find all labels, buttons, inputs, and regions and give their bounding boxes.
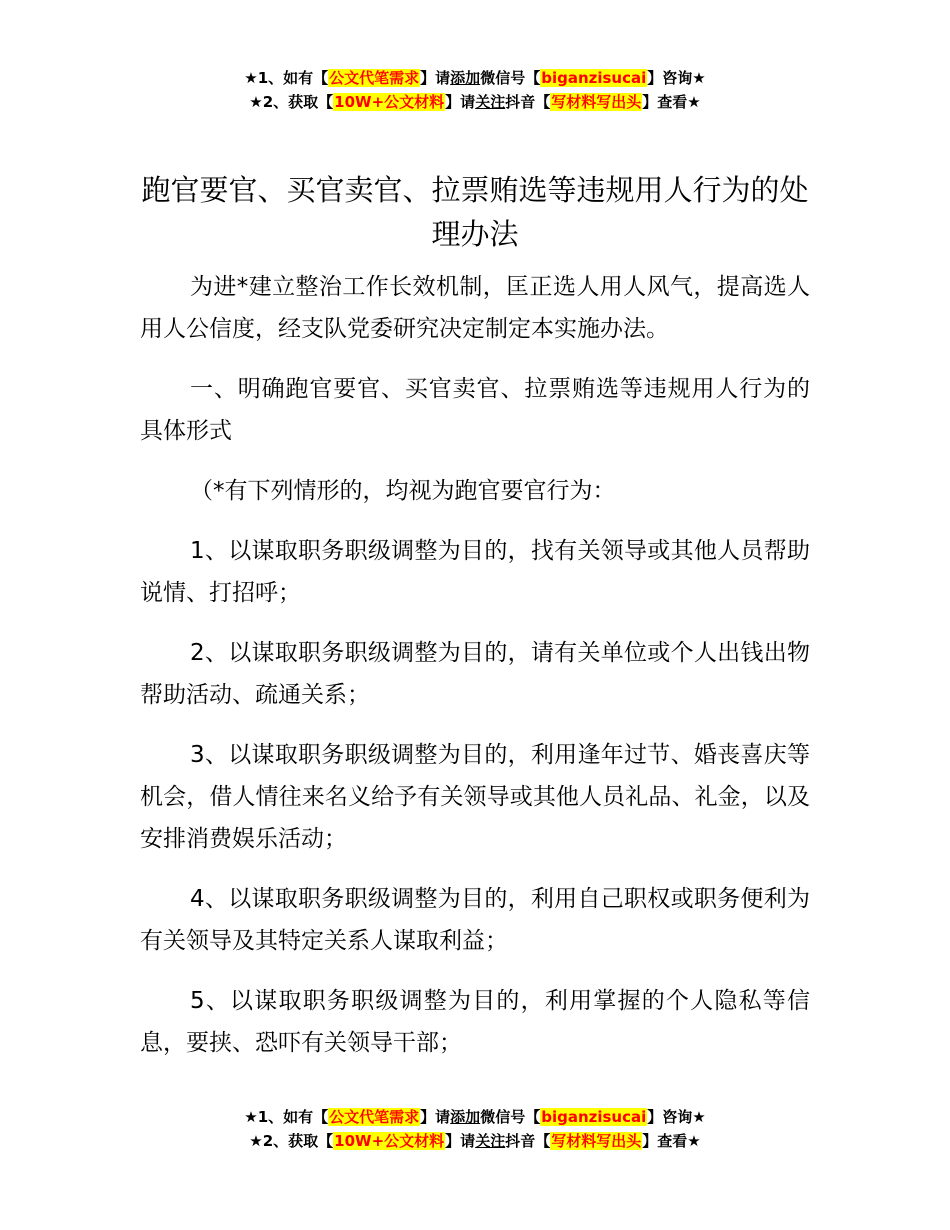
banner-text: 1、如有【: [257, 69, 329, 87]
banner-highlight-wechat-id: biganzisucai: [541, 69, 647, 87]
list-item-2: 2、以谋取职务职级调整为目的，请有关单位或个人出钱出物帮助活动、疏通关系；: [140, 640, 810, 708]
banner-text: 2、获取【: [262, 1132, 334, 1150]
paragraph-intro: 为进*建立整治工作长效机制，匡正选人用人风气，提高选人用人公信度，经支队党委研究决定制定本实施办法。: [140, 274, 810, 342]
banner-highlight-douyin: 写材料写出头: [551, 93, 642, 111]
list-item-4: 4、以谋取职务职级调整为目的，利用自己职权或职务便利为有关领导及其特定关系人谋取利益；: [140, 886, 810, 954]
list-item-5: 5、以谋取职务职级调整为目的，利用掌握的个人隐私等信息，要挟、恐吓有关领导干部；: [140, 988, 810, 1056]
star-icon: ★: [249, 93, 263, 111]
banner-underlined-text: 关注: [475, 1132, 506, 1150]
list-item-1: 1、以谋取职务职级调整为目的，找有关领导或其他人员帮助说情、打招呼；: [140, 538, 810, 606]
banner-text: 1、如有【: [257, 1108, 329, 1126]
banner-highlight: 10W+公文材料: [334, 93, 445, 111]
document-body: [140, 266, 810, 1082]
star-icon: ★: [244, 69, 258, 87]
banner-highlight: 10W+公文材料: [334, 1132, 445, 1150]
banner-text: 抖音【: [505, 93, 551, 111]
star-icon: ★: [692, 69, 706, 87]
banner-line-2: [0, 1129, 950, 1153]
list-item-3: 3、以谋取职务职级调整为目的，利用逢年过节、婚丧喜庆等机会，借人情往来名义给予有关领导或其他人员礼品、礼金，以及安排消费娱乐活动；: [140, 742, 810, 852]
banner-text: 】查看: [642, 1132, 688, 1150]
star-icon: ★: [249, 1132, 263, 1150]
banner-text: 微信号【: [480, 1108, 541, 1126]
star-icon: ★: [244, 1108, 258, 1126]
banner-highlight-douyin: 写材料写出头: [551, 1132, 642, 1150]
banner-underlined-text: 添加: [450, 69, 481, 87]
banner-text: 】查看: [642, 93, 688, 111]
banner-text: 抖音【: [505, 1132, 551, 1150]
banner-highlight: 公文代笔需求: [329, 1108, 420, 1126]
banner-text: 】咨询: [647, 1108, 693, 1126]
banner-text: 微信号【: [480, 69, 541, 87]
banner-text: 】请: [445, 1132, 476, 1150]
banner-highlight: 公文代笔需求: [329, 69, 420, 87]
banner-underlined-text: 关注: [475, 93, 506, 111]
header-banner: [0, 66, 950, 114]
banner-text: 】请: [445, 93, 476, 111]
banner-text: 】请: [420, 1108, 451, 1126]
star-icon: ★: [687, 93, 701, 111]
banner-line-1: [0, 1105, 950, 1129]
star-icon: ★: [687, 1132, 701, 1150]
banner-text: 】请: [420, 69, 451, 87]
banner-text: 2、获取【: [262, 93, 334, 111]
section-heading-1: 一、明确跑官要官、买官卖官、拉票贿选等违规用人行为的具体形式: [140, 376, 810, 444]
banner-underlined-text: 添加: [450, 1108, 481, 1126]
subsection-heading: （*有下列情形的，均视为跑官要官行为：: [190, 478, 616, 504]
banner-line-1: [0, 66, 950, 90]
document-title: 跑官要官、买官卖官、拉票贿选等违规用人行为的处理办法: [141, 173, 809, 251]
banner-highlight-wechat-id: biganzisucai: [541, 1108, 647, 1126]
star-icon: ★: [692, 1108, 706, 1126]
banner-text: 】咨询: [647, 69, 693, 87]
footer-banner: [0, 1105, 950, 1153]
banner-line-2: [0, 90, 950, 114]
